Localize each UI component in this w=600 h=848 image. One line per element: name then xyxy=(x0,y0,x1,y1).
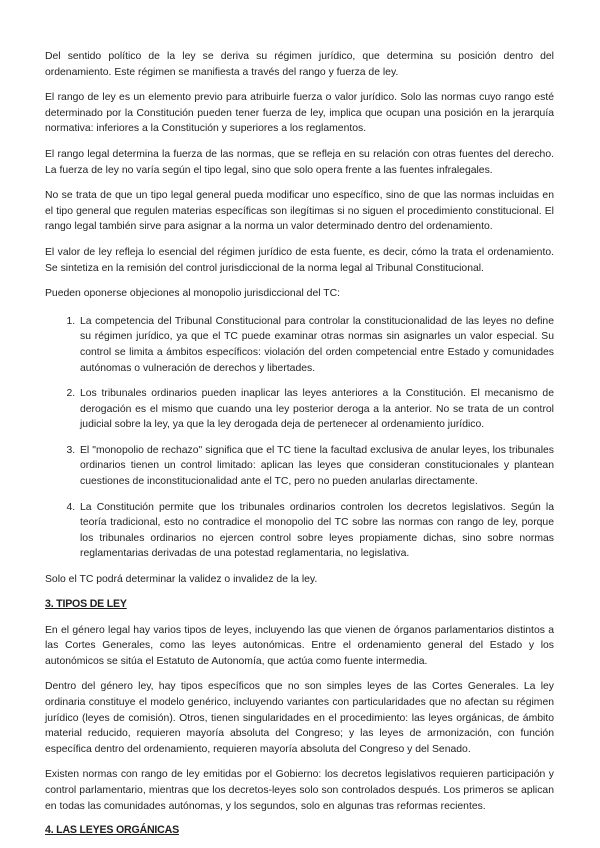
paragraph-tipo-legal: No se trata de que un tipo legal general pueda modificar uno específico, sino de que las normas incluidas en el tipo general que regulen materias específicas son ilegítimas si no siguen el procedimiento constitucional. El rango legal también sirve para asignar a la norma un valor determinado dentro del ordenamiento. xyxy=(45,190,554,233)
paragraph-regimen-juridico: Del sentido político de la ley se deriva su régimen jurídico, que determina su posición dentro del ordenamiento. Este régimen se manifiesta a través del rango y fuerza de ley. xyxy=(45,51,554,78)
paragraph-tipos-especificos: Dentro del género ley, hay tipos específicos que no son simples leyes de las Cortes Generales. La ley ordinaria constituye el modelo genérico, incluyendo variantes con particularidades que no afectan su régimen jurídico (leyes de comisión). Otros, tienen singularidades en el procedimiento: las leyes orgánicas, de ámbito material reducido, requieren mayoría absoluta del Congreso; y las leyes de armonización, con función específica dentro del ordenamiento, requieren mayoría absoluta del Congreso y del Senado. xyxy=(45,681,554,755)
paragraph-rango-de-ley: El rango de ley es un elemento previo para atribuirle fuerza o valor jurídico. Solo las normas cuyo rango esté determinado por la Constitución pueden tener fuerza de ley, implica que ocupan una posición en la jerarquía normativa: inferiores a la Constitución y superiores a los reglamentos. xyxy=(45,92,554,135)
objections-list xyxy=(45,314,554,562)
list-item: 2. Los tribunales ordinarios pueden inaplicar las leyes anteriores a la Constitución. El mecanismo de derogación es el mismo que cuando una ley posterior deroga a la anterior. No se trata de un control judicial sobre la ley, ya que la ley derogada deja de pertenecer al ordenamiento jurídico. xyxy=(78,386,554,433)
section-heading-leyes-organicas: 4. LAS LEYES ORGÁNICAS xyxy=(45,824,179,837)
paragraph-valor-de-ley: El valor de ley refleja lo esencial del régimen jurídico de esta fuente, es decir, cómo la trata el ordenamiento. Se sintetiza en la remisión del control jurisdiccional de la norma legal al Tribunal Constitucional. xyxy=(45,246,554,274)
paragraph-normas-gobierno: Existen normas con rango de ley emitidas por el Gobierno: los decretos legislativos requieren participación y control parlamentario, mientras que los decretos-leyes solo son controlados después. Los primeros se aplican en todas las comunidades autónomas, y los segundos, solo en algunas tras reformas recientes. xyxy=(45,769,554,812)
objections-intro: Pueden oponerse objeciones al monopolio jurisdiccional del TC: xyxy=(45,288,340,300)
list-item: 4. La Constitución permite que los tribunales ordinarios controlen los decretos legislativos. Según la teoría tradicional, esto no contradice el monopolio del TC sobre las normas con rango de ley, porque los tribunales ordinarios no ejercen control sobre leyes propiamente dichas, sino sobre normas reglamentarias derivadas de una potestad reglamentaria, no legislativa. xyxy=(78,500,554,562)
section-heading-tipos-de-ley: 3. TIPOS DE LEY xyxy=(45,597,127,610)
list-item: 3. El "monopolio de rechazo" significa que el TC tiene la facultad exclusiva de anular leyes, los tribunales ordinarios tienen un control limitado: aplican las leyes que consideran constitucionales y plantean cuestiones de inconstitucionalidad ante el TC, pero no pueden anularlas directamente. xyxy=(78,443,554,490)
closing-sentence: Solo el TC podrá determinar la validez o invalidez de la ley. xyxy=(45,574,318,586)
paragraph-fuerza-de-ley: El rango legal determina la fuerza de las normas, que se refleja en su relación con otras fuentes del derecho. La fuerza de ley no varía según el tipo legal, sino que solo opera frente a las fuentes infralegales. xyxy=(45,148,554,176)
paragraph-genero-legal: En el género legal hay varios tipos de leyes, incluyendo las que vienen de órganos parlamentarios distintos a las Cortes Generales, como las leyes autonómicas. Entre el ordenamiento general del Estado y los autonómicos se sitúa el Estatuto de Autonomía, que actúa como fuente intermedia. xyxy=(45,624,554,667)
list-item: 1. La competencia del Tribunal Constitucional para controlar la constitucionalidad de las leyes no define su régimen jurídico, ya que el TC puede examinar otras normas sin asignarles un valor especial. Su control se limita a ámbitos específicos: violación del orden competencial entre Estado y comunidades autónomas o vulneración de derechos y libertades. xyxy=(78,314,554,376)
